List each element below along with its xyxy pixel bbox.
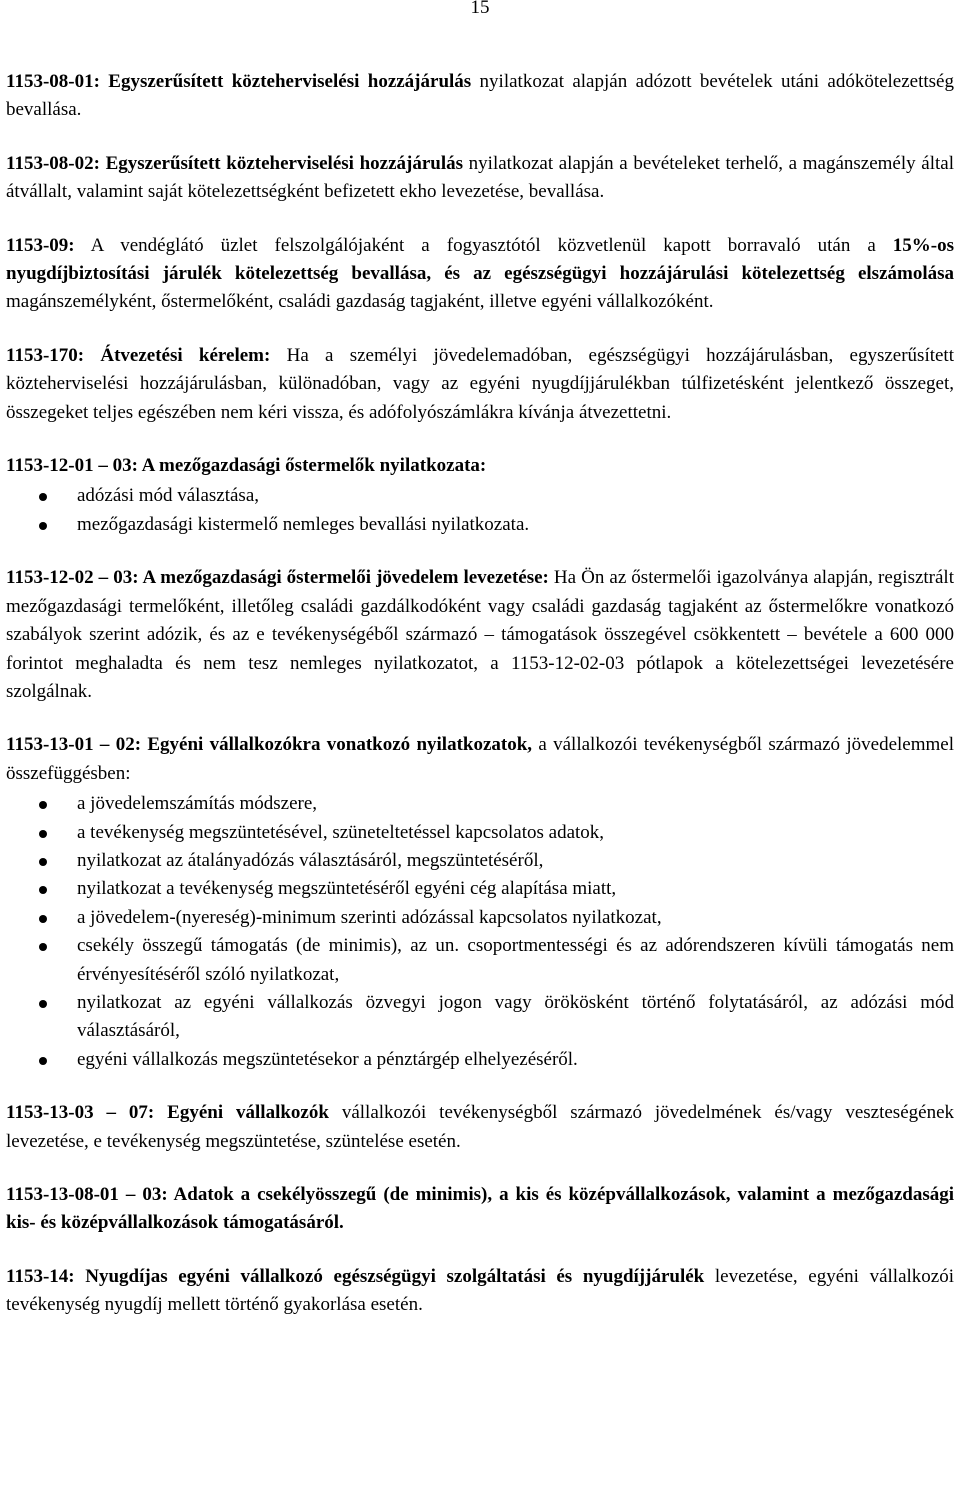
bullet-list [6,790,954,1074]
paragraph-1153-12-01 [6,452,954,480]
list-item [6,875,954,903]
document-body [6,68,954,1345]
list-item-text: nyilatkozat a tevékenység megszüntetéséről egyéni cég alapítása miatt, [77,878,617,900]
section-heading: 1153-12-01 – 03: A mezőgazdasági őstermelők nyilatkozata: [6,455,487,477]
list-item [6,932,954,989]
paragraph-text: vállalkozói tevékenységből származó jövedelmének és/vagy veszteségének levezetése, e tevékenység megszüntetése, szüntelése esetén. [6,1102,954,1152]
paragraph-1153-09 [6,232,954,317]
list-item-text: egyéni vállalkozás megszüntetésekor a pénztárgép elhelyezéséről. [77,1048,578,1070]
list-item [6,904,954,932]
paragraph-text: nyilatkozat alapján adózott bevételek utáni adókötelezettség bevallása. [6,71,954,121]
list-item [6,482,954,510]
bullet-list [6,482,954,539]
list-item [6,989,954,1046]
section-heading: 1153-170: Átvezetési kérelem: [6,344,271,366]
bullet-icon [39,943,47,951]
list-item [6,1046,954,1074]
paragraph-1153-170 [6,342,954,427]
paragraph-text: Ha a személyi jövedelemadóban, egészségügyi hozzájárulásban, egyszerűsített közteherviselési hozzájárulásban, különadóban, vagy az egyéni nyugdíjjárulékban túlfizetésként jelentkező összeget, összegeket teljes egészében nem kéri vissza, és adófolyószámlákra kívánja átvezettetni. [6,344,954,423]
bullet-icon [39,830,47,838]
list-item-text: csekély összegű támogatás (de minimis), az un. csoportmentességi és az adórendszeren kívüli támogatás nem érvényesítéséről szóló nyilatkozat, [77,935,954,985]
paragraph-text: nyilatkozat alapján a bevételeket terhelő, a magánszemély által átvállalt, valamint saját kötelezettségként befizetett ekho levezetése, bevallása. [6,152,954,203]
bullet-icon [39,493,47,501]
list-item-text: a jövedelemszámítás módszere, [77,793,318,815]
section-heading: 1153-12-02 – 03: A mezőgazdasági őstermelői jövedelem levezetése: [6,567,549,589]
paragraph-1153-13-08-01 [6,1181,954,1238]
section-heading: 1153-13-03 – 07: Egyéni vállalkozók [6,1102,329,1124]
list-item-text: mezőgazdasági kistermelő nemleges bevallási nyilatkozata. [77,513,530,535]
list-item [6,790,954,818]
list-item-text: a jövedelem-(nyereség)-minimum szerinti adózással kapcsolatos nyilatkozat, [77,906,662,928]
section-heading: 1153-09: [6,234,75,256]
section-heading: 1153-13-01 – 02: Egyéni vállalkozókra vonatkozó nyilatkozatok, [6,734,533,756]
list-item-text: a tevékenység megszüntetésével, szüneteltetéssel kapcsolatos adatok, [77,821,605,843]
paragraph-1153-12-02 [6,564,954,706]
paragraph-1153-08-01 [6,68,954,125]
list-item [6,847,954,875]
paragraph-text: A vendéglátó üzlet felszolgálójaként a fogyasztótól közvetlenül kapott borravaló után a [74,234,893,256]
paragraph-text: Ha Ön az őstermelői igazolványa alapján, regisztrált mezőgazdasági termelőként, illetőleg családi gazdálkodóként vagy családi gazdaság tagjaként az őstermelőkre vonatkozó szabályok szerint adózik, és az e tevékenységéből származó – támogatások összegével csökkentett – bevétele a 600 000 forintot meghaladta és nem tesz nemleges nyilatkozatot, a 1153-12-02-03 pótlapok a kötelezettségei levezetésére szolgálnak. [6,567,954,702]
bullet-icon [39,886,47,894]
bullet-icon [39,858,47,866]
section-heading: 1153-08-02: Egyszerűsített közteherviselési hozzájárulás [6,152,464,174]
bold-phrase: 15%-os nyugdíjbiztosítási járulék kötelezettség bevallása, és az egészségügyi hozzájárulási kötelezettség elszámolása [6,234,954,285]
paragraph-text: magánszemélyként, őstermelőként, családi gazdaság tagjaként, illetve egyéni vállalkozóként. [6,291,714,313]
page-number: 15 [470,0,490,18]
paragraph-1153-08-02 [6,150,954,207]
bullet-icon [39,801,47,809]
section-heading: 1153-08-01: Egyszerűsített közteherviselési hozzájárulás [6,71,472,92]
list-item [6,511,954,539]
section-heading: 1153-14: Nyugdíjas egyéni vállalkozó egészségügyi szolgáltatási és nyugdíjjárulék [6,1265,705,1287]
paragraph-text: a vállalkozói tevékenységből származó jövedelemmel összefüggésben: [6,734,954,784]
bullet-icon [39,1000,47,1008]
paragraph-text: levezetése, egyéni vállalkozói tevékenység nyugdíj mellett történő gyakorlása esetén. [6,1265,954,1316]
list-item-text: nyilatkozat az egyéni vállalkozás özvegyi jogon vagy örökösként történő folytatásáról, az adózási mód választásáról, [77,991,954,1042]
paragraph-1153-13-01 [6,731,954,788]
section-heading: 1153-13-08-01 – 03: Adatok a csekélyösszegű (de minimis), a kis és középvállalkozások, valamint a mezőgazdasági kis- és középvállalkozások támogatásáról. [6,1184,954,1234]
bullet-icon [39,522,47,530]
paragraph-1153-13-03 [6,1099,954,1156]
list-item [6,819,954,847]
bullet-icon [39,1057,47,1065]
paragraph-1153-14 [6,1263,954,1320]
bullet-icon [39,915,47,923]
list-item-text: adózási mód választása, [77,485,260,507]
list-item-text: nyilatkozat az átalányadózás választásáról, megszüntetéséről, [77,849,544,871]
